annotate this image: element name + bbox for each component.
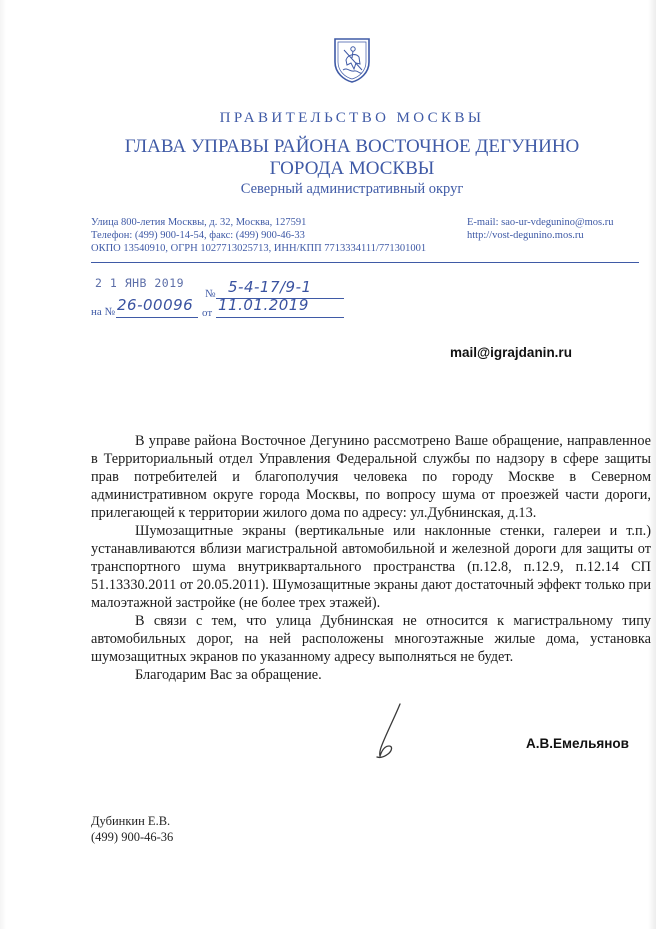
executor-name: Дубинкин Е.В. [91, 814, 171, 828]
incoming-date: 11.01.2019 [218, 296, 309, 314]
header-divider [91, 262, 639, 263]
recipient-email: mail@igrajdanin.ru [450, 345, 572, 360]
government-title: ПРАВИТЕЛЬСТВО МОСКВЫ [219, 110, 485, 126]
letter-body [91, 432, 651, 684]
outgoing-number: 5-4-17/9-1 [228, 278, 312, 296]
incoming-number: 26-00096 [117, 296, 194, 314]
body-paragraph-3: В связи с тем, что улица Дубнинская не относится к магистральному типу автомобильных дорог, на ней расположены многоэтажные жилые дома, установка шумозащитных экранов по указанному адресу выполняться не будет. [91, 613, 651, 665]
contacts-left [91, 216, 426, 255]
okrug-subtitle: Северный административный округ [240, 181, 464, 197]
body-paragraph-1: В управе района Восточное Дегунино рассмотрено Ваше обращение, направленное в Территориальный отдел Управления Федеральной службы по надзору в сфере защиты прав потребителей и благополучия человека по городу Москве в Северном административном округе города Москвы, по вопросу шума от проезжей части дороги, прилегающей к территории жилого дома по адресу: ул.Дубнинская, д.13. [91, 433, 651, 521]
executor-block [91, 813, 173, 845]
phone-line: Телефон: (499) 900-14-54, факс: (499) 900-46-33 [91, 230, 305, 241]
body-paragraph-2: Шумозащитные экраны (вертикальные или наклонные стенки, галереи и т.п.) устанавливаются вблизи магистральной автомобильной и железной дороги для защиты от транспортного шума внутриквартального пространства (п.12.8, п.12.9, п.12.14 СП 51.13330.2011 от 20.05.2011). Шумозащитные экраны дают достаточный эффект только при малоэтажной застройке (не более трех этажей). [91, 523, 651, 611]
authority-title-line1: ГЛАВА УПРАВЫ РАЙОНА ВОСТОЧНОЕ ДЕГУНИНО [124, 136, 580, 157]
incoming-number-underline [116, 317, 198, 318]
body-paragraph-4: Благодарим Вас за обращение. [135, 667, 322, 683]
email-line: E-mail: sao-ur-vdegunino@mos.ru [467, 217, 614, 228]
address-line: Улица 800-летия Москвы, д. 32, Москва, 127591 [91, 217, 307, 228]
codes-line: ОКПО 13540910, ОГРН 1027713025713, ИНН/КПП 7713334111/771301001 [91, 243, 427, 254]
contacts-right [467, 216, 614, 242]
registration-stamp-date: 2 1 ЯНВ 2019 [95, 276, 185, 290]
handwritten-signature [370, 700, 420, 770]
incoming-date-underline [216, 317, 344, 318]
moscow-coat-of-arms-icon [332, 36, 372, 84]
authority-title-line2: ГОРОДА МОСКВЫ [269, 158, 435, 179]
number-label: № [205, 288, 216, 300]
from-label: от [202, 307, 213, 319]
executor-phone: (499) 900-46-36 [91, 830, 174, 844]
signer-name: А.В.Емельянов [526, 736, 629, 751]
website-line: http://vost-degunino.mos.ru [467, 230, 584, 241]
in-reply-label: на № [91, 306, 116, 318]
